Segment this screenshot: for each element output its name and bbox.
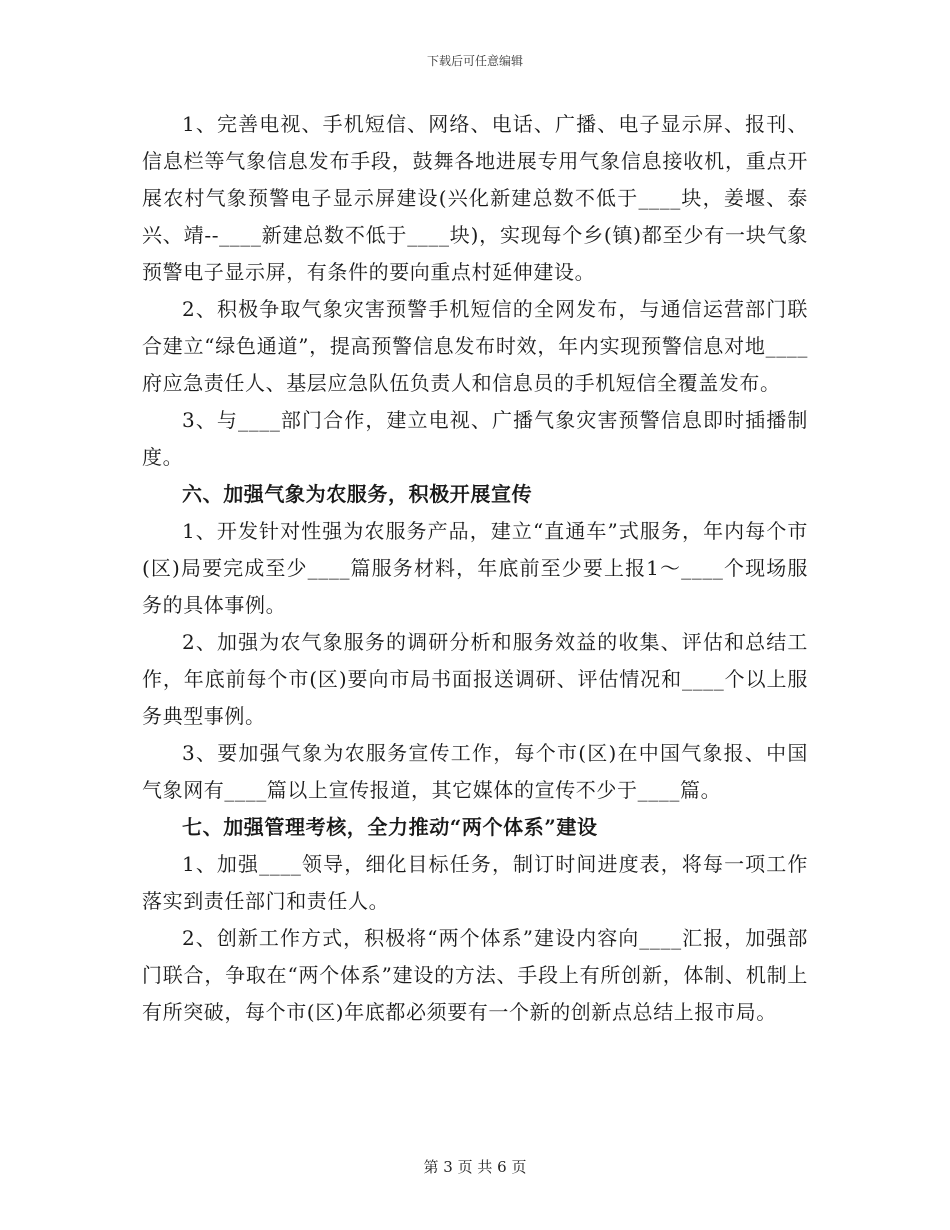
paragraph: 3、与____部门合作，建立电视、广播气象灾害预警信息即时插播制度。 <box>142 408 808 469</box>
paragraph: 2、积极争取气象灾害预警手机短信的全网发布，与通信运营部门联合建立“绿色通道”，提高预警信息发布时效，年内实现预警信息对地____府应急责任人、基层应急队伍负责人和信息员的手机短信全覆盖发布。 <box>142 297 808 395</box>
section-heading: 六、加强气象为农服务，积极开展宣传 <box>182 482 533 506</box>
document-body <box>142 106 808 1031</box>
paragraph: 1、加强____领导，细化目标任务，制订时间进度表，将每一项工作落实到责任部门和责任人。 <box>142 852 808 913</box>
paragraph: 1、开发针对性强为农服务产品，建立“直通车”式服务，年内每个市(区)局要完成至少____篇服务材料，年底前至少要上报1～____个现场服务的具体事例。 <box>142 519 808 617</box>
page-header: 下载后可任意编辑 <box>426 54 523 68</box>
paragraph: 1、完善电视、手机短信、网络、电话、广播、电子显示屏、报刊、信息栏等气象信息发布手段，鼓舞各地进展专用气象信息接收机，重点开展农村气象预警电子显示屏建设(兴化新建总数不低于____块，姜堰、泰兴、靖--____新建总数不低于____块)，实现每个乡(镇)都至少有一块气象预警电子显示屏，有条件的要向重点村延伸建设。 <box>142 112 808 284</box>
paragraph: 2、创新工作方式，积极将“两个体系”建设内容向____汇报，加强部门联合，争取在“两个体系”建设的方法、手段上有所创新，体制、机制上有所突破，每个市(区)年底都必须要有一个新的创新点总结上报市局。 <box>142 926 808 1024</box>
page-footer: 第 3 页 共 6 页 <box>423 1158 527 1176</box>
paragraph: 3、要加强气象为农服务宣传工作，每个市(区)在中国气象报、中国气象网有____篇以上宣传报道，其它媒体的宣传不少于____篇。 <box>142 741 808 802</box>
paragraph: 2、加强为农气象服务的调研分析和服务效益的收集、评估和总结工作，年底前每个市(区)要向市局书面报送调研、评估情况和____个以上服务典型事例。 <box>142 630 808 728</box>
section-heading: 七、加强管理考核，全力推动“两个体系”建设 <box>182 815 598 839</box>
